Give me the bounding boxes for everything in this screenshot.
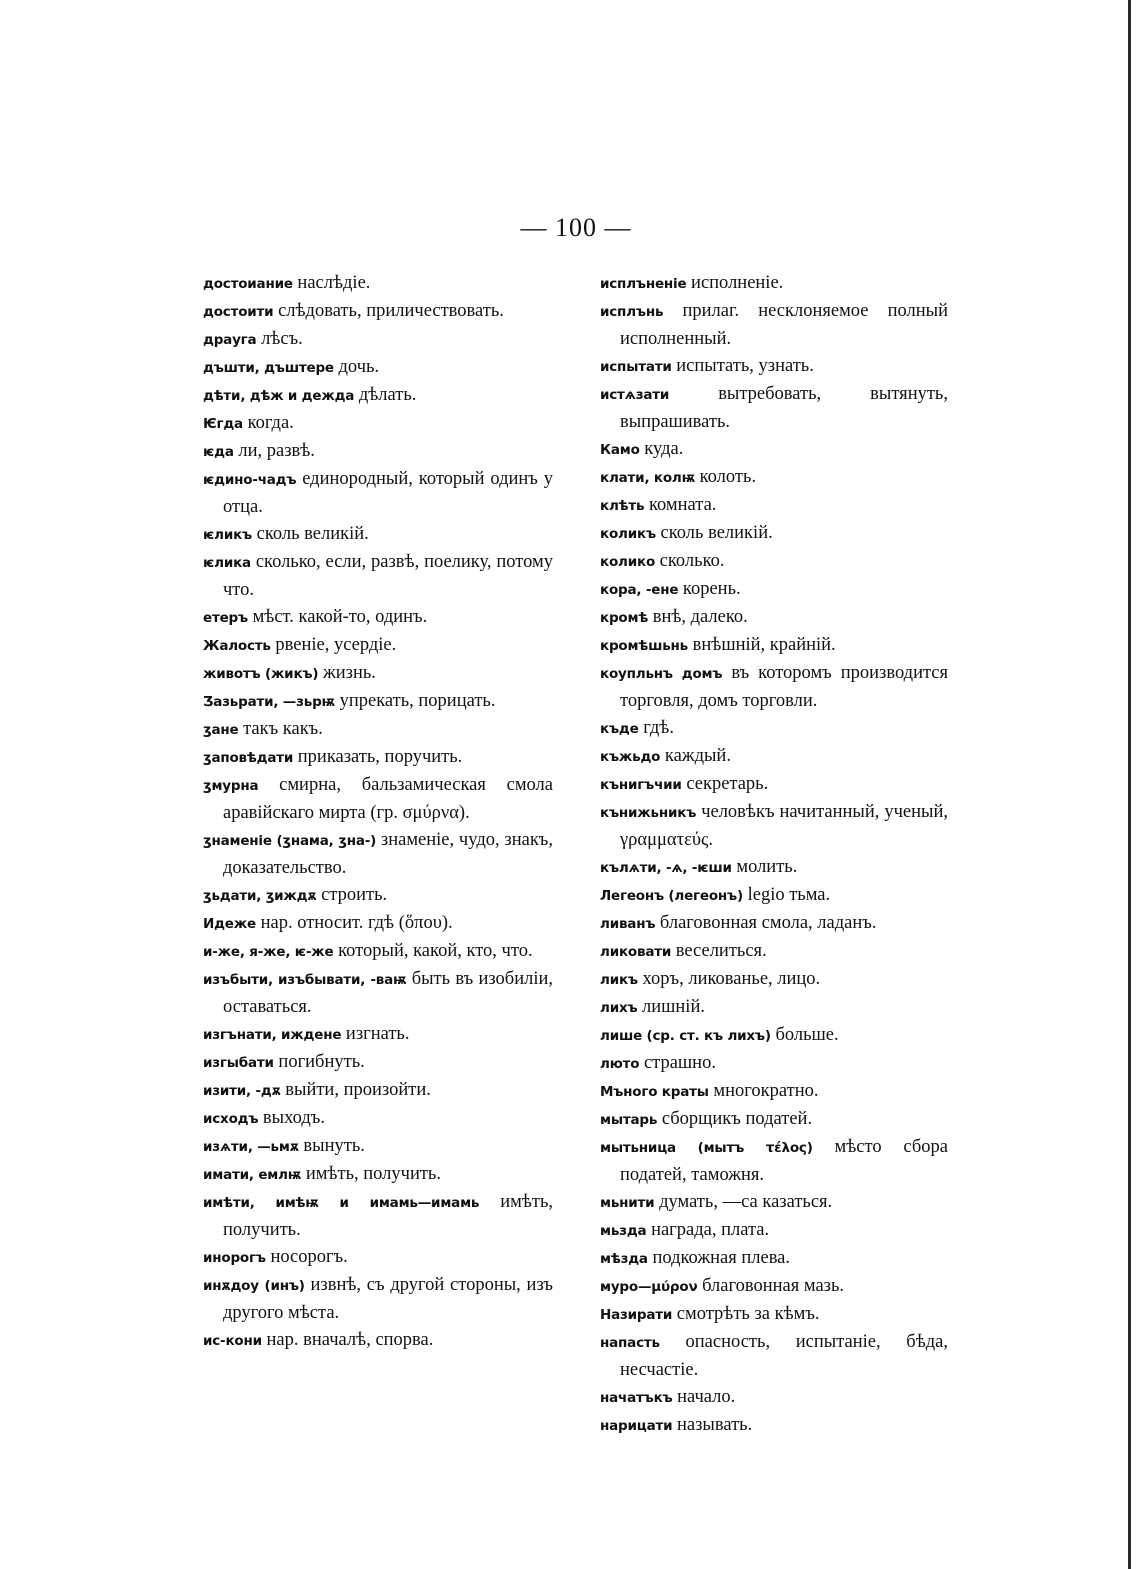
entry-definition: мѣст. какой-то, одинъ.	[252, 607, 428, 627]
entry-headword: изгънати, иждене	[203, 1027, 342, 1043]
entry-headword: и-же, я-же, ѥ-же	[203, 944, 334, 960]
entry-definition: благовонная мазь.	[702, 1276, 845, 1296]
entry-definition: слѣдовать, приличествовать.	[278, 301, 504, 321]
dictionary-entry	[600, 436, 948, 464]
entry-definition: рвеніе, усердіе.	[275, 635, 397, 655]
dictionary-entry	[203, 1105, 553, 1133]
dictionary-entry	[600, 1384, 948, 1412]
entry-headword: имати, емлѭ	[203, 1167, 302, 1183]
entry-definition: награда, плата.	[651, 1220, 770, 1240]
entry-definition: молить.	[736, 857, 798, 877]
dictionary-entry	[600, 1245, 948, 1273]
entry-definition: колоть.	[699, 467, 757, 487]
entry-definition: опасность, испытаніе, бѣда, несчастіе.	[620, 1332, 948, 1380]
entry-definition: упрекать, порицать.	[339, 691, 496, 711]
dictionary-entry	[203, 744, 553, 772]
entry-definition: сборщикъ податей.	[661, 1109, 813, 1129]
entry-definition: знаменіе, чудо, знакъ, доказательство.	[223, 830, 553, 878]
entry-headword: ʒмурна	[203, 778, 259, 794]
entry-headword: ливанъ	[600, 916, 656, 932]
dictionary-entry	[203, 716, 553, 744]
entry-headword: ѥликъ	[203, 527, 252, 543]
entry-headword: ис-кони	[203, 1333, 262, 1349]
dictionary-entry	[600, 743, 948, 771]
entry-definition: имѣть, получить.	[305, 1164, 441, 1184]
dictionary-entry	[203, 772, 553, 827]
dictionary-entry	[203, 1133, 553, 1161]
dictionary-entry	[600, 632, 948, 660]
dictionary-entry	[203, 521, 553, 549]
entry-definition: въ которомъ производится торговля, домъ торговли.	[620, 663, 949, 711]
entry-definition: быть въ изобиліи, оставаться.	[223, 969, 554, 1017]
entry-headword: ѥдино-чадъ	[203, 472, 297, 488]
entry-headword: кромѣшьнь	[600, 638, 689, 654]
entry-definition: выходъ.	[262, 1108, 325, 1128]
entry-headword: кънижьникъ	[600, 805, 697, 821]
entry-headword: мьзда	[600, 1223, 647, 1239]
entry-definition: благовонная смола, ладанъ.	[659, 913, 877, 933]
entry-definition: дочь.	[338, 357, 380, 377]
entry-headword: ʒьдати, ʒиждѫ	[203, 888, 317, 904]
page-number: — 100 —	[520, 213, 632, 242]
dictionary-entry	[203, 549, 553, 604]
dictionary-entry	[203, 604, 553, 632]
entry-definition: выйти, произойти.	[285, 1080, 431, 1100]
dictionary-entry	[203, 270, 553, 298]
dictionary-entry	[600, 1106, 948, 1134]
dictionary-entry	[203, 1244, 553, 1272]
entry-headword: Ʒазьрати, —зьрѭ	[203, 694, 335, 710]
entry-definition: нар. вначалѣ, спорва.	[266, 1330, 434, 1350]
dictionary-entry	[600, 604, 948, 632]
dictionary-entry	[600, 1412, 948, 1440]
entry-headword: клати, колѭ	[600, 470, 695, 486]
entry-definition: приказать, поручить.	[297, 747, 463, 767]
entry-definition: веселиться.	[675, 941, 767, 961]
entry-headword: кънигъчии	[600, 777, 682, 793]
entry-definition: строить.	[321, 885, 388, 905]
entry-definition: такъ какъ.	[243, 719, 323, 739]
dictionary-entry	[600, 1189, 948, 1217]
dictionary-entry	[203, 382, 553, 410]
dictionary-entry	[203, 1161, 553, 1189]
entry-headword: Камо	[600, 442, 640, 458]
dictionary-entry	[600, 492, 948, 520]
dictionary-entry	[600, 1134, 948, 1189]
entry-definition: носорогъ.	[270, 1247, 348, 1267]
entry-definition: больше.	[775, 1025, 839, 1045]
dictionary-entry	[203, 1021, 553, 1049]
entry-headword: начатъкъ	[600, 1390, 673, 1406]
dictionary-entry	[203, 438, 553, 466]
dictionary-entry	[600, 799, 948, 854]
entry-definition: лишній.	[642, 997, 705, 1017]
entry-definition: исполненіе.	[691, 273, 784, 293]
entry-definition: изгнать.	[345, 1024, 410, 1044]
dictionary-entry	[203, 1272, 553, 1327]
entry-definition: жизнь.	[322, 663, 376, 683]
dictionary-entry	[600, 1329, 948, 1384]
entry-headword: ликъ	[600, 972, 638, 988]
dictionary-entry	[203, 827, 553, 882]
entry-headword: ликовати	[600, 944, 672, 960]
entry-headword: достоити	[203, 304, 274, 320]
entry-headword: исплъненіе	[600, 276, 687, 292]
dictionary-entry	[203, 910, 553, 938]
entry-definition: секретарь.	[686, 774, 769, 794]
entry-headword: муро—μύρον	[600, 1279, 698, 1295]
entry-definition: смирна, бальзамическая смола аравійскаго мирта (гр. σμύρνα).	[223, 775, 554, 823]
left-column	[203, 270, 553, 1355]
dictionary-entry	[600, 994, 948, 1022]
dictionary-entry	[600, 1050, 948, 1078]
dictionary-entry	[600, 882, 948, 910]
entry-headword: исплънь	[600, 304, 664, 320]
dictionary-entry	[600, 548, 948, 576]
dictionary-entry	[600, 715, 948, 743]
dictionary-entry	[203, 466, 553, 521]
dictionary-entry	[600, 771, 948, 799]
entry-definition: извнѣ, съ другой стороны, изъ другого мѣста.	[223, 1275, 553, 1323]
entry-definition: вытребовать, вытянуть, выпрашивать.	[620, 384, 948, 432]
entry-definition: сколько.	[659, 551, 725, 571]
dictionary-entry	[600, 381, 948, 436]
dictionary-entry	[600, 1078, 948, 1106]
dictionary-entry	[600, 910, 948, 938]
entry-headword: ѥлика	[203, 555, 251, 571]
dictionary-entry	[600, 1022, 948, 1050]
dictionary-entry	[600, 1301, 948, 1329]
entry-headword: драуга	[203, 332, 257, 348]
dictionary-entry	[203, 688, 553, 716]
entry-definition: внѣшній, крайній.	[692, 635, 836, 655]
entry-headword: Жалость	[203, 638, 271, 654]
entry-definition: legio тьма.	[747, 885, 831, 905]
entry-headword: кромѣ	[600, 610, 649, 626]
dictionary-entry	[600, 298, 948, 353]
entry-definition: мѣсто сбора податей, таможня.	[620, 1137, 948, 1185]
dictionary-entry	[203, 354, 553, 382]
entry-headword: етеръ	[203, 610, 248, 626]
entry-definition: внѣ, далеко.	[652, 607, 748, 627]
entry-headword: изити, -дѫ	[203, 1083, 281, 1099]
entry-definition: гдѣ.	[643, 718, 674, 738]
entry-definition: корень.	[682, 579, 741, 599]
entry-headword: Легеонъ (легеонъ)	[600, 888, 743, 904]
dictionary-entry	[203, 410, 553, 438]
dictionary-entry	[600, 353, 948, 381]
right-column	[600, 270, 948, 1440]
entry-definition: смотрѣть за кѣмъ.	[676, 1304, 820, 1324]
entry-headword: исходъ	[203, 1111, 259, 1127]
entry-definition: когда.	[247, 413, 294, 433]
entry-headword: мьнити	[600, 1195, 655, 1211]
entry-headword: изъбыти, изъбывати, -ваѭ	[203, 972, 407, 988]
entry-headword: коликъ	[600, 526, 656, 542]
entry-headword: дѣти, дѣж и дежда	[203, 388, 355, 404]
dictionary-entry	[600, 270, 948, 298]
entry-headword: имѣти, имѣѭ и имамь—имамь	[203, 1195, 480, 1211]
dictionary-entry	[600, 520, 948, 548]
entry-definition: наслѣдіе.	[297, 273, 371, 293]
entry-definition: дѣлать.	[358, 385, 417, 405]
entry-headword: ѥда	[203, 444, 234, 460]
entry-definition: человѣкъ начитанный, ученый, γραμματεύς.	[620, 802, 949, 850]
entry-definition: комната.	[648, 495, 717, 515]
dictionary-entry	[203, 326, 553, 354]
entry-headword: напасть	[600, 1335, 660, 1351]
entry-definition: лѣсъ.	[261, 329, 303, 349]
entry-headword: изѧти, —ьмѫ	[203, 1139, 299, 1155]
entry-headword: кора, -ене	[600, 582, 679, 598]
dictionary-entry	[203, 938, 553, 966]
dictionary-entry	[600, 1217, 948, 1245]
dictionary-entry	[600, 854, 948, 882]
entry-headword: испытати	[600, 359, 672, 375]
entry-headword: къжьдо	[600, 749, 661, 765]
dictionary-entry	[600, 660, 948, 715]
entry-definition: сколько, если, развѣ, поелику, потому что.	[223, 552, 553, 600]
entry-headword: клѣть	[600, 498, 645, 514]
entry-headword: Ѥгда	[203, 416, 243, 432]
entry-headword: ʒане	[203, 722, 239, 738]
dictionary-entry	[600, 464, 948, 492]
entry-headword: люто	[600, 1056, 640, 1072]
entry-headword: Идеже	[203, 916, 256, 932]
dictionary-entry	[203, 1327, 553, 1355]
entry-definition: испытать, узнать.	[676, 356, 814, 376]
dictionary-entry	[203, 298, 553, 326]
dictionary-entry	[203, 660, 553, 688]
entry-headword: мѣзда	[600, 1251, 648, 1267]
entry-headword: нарицати	[600, 1418, 673, 1434]
entry-definition: каждый.	[664, 746, 731, 766]
dictionary-entry	[203, 632, 553, 660]
entry-headword: мытьница (мытъ τέλος)	[600, 1140, 813, 1156]
entry-definition: сколь великій.	[660, 523, 773, 543]
entry-definition: многократно.	[713, 1081, 819, 1101]
entry-headword: къде	[600, 721, 639, 737]
dictionary-entry	[203, 1049, 553, 1077]
dictionary-entry	[600, 576, 948, 604]
entry-definition: нар. относит. гдѣ (ὅπου).	[260, 913, 453, 933]
entry-headword: мытарь	[600, 1112, 658, 1128]
entry-headword: животъ (жикъ)	[203, 666, 319, 682]
entry-definition: вынуть.	[303, 1136, 365, 1156]
entry-headword: коупльнъ домъ	[600, 666, 723, 682]
entry-definition: начало.	[677, 1387, 736, 1407]
entry-headword: инѫдоу (инъ)	[203, 1278, 305, 1294]
entry-definition: который, какой, кто, что.	[338, 941, 533, 961]
entry-headword: кълѧти, -ѧ, -ѥши	[600, 860, 732, 876]
entry-definition: погибнуть.	[278, 1052, 365, 1072]
entry-headword: лише (ср. ст. къ лихъ)	[600, 1028, 771, 1044]
entry-definition: куда.	[644, 439, 684, 459]
dictionary-entry	[600, 966, 948, 994]
entry-headword: колико	[600, 554, 656, 570]
entry-headword: инорогъ	[203, 1250, 266, 1266]
entry-definition: имѣть, получить.	[223, 1192, 554, 1240]
entry-headword: дъшти, дъштере	[203, 360, 334, 376]
dictionary-entry	[600, 1273, 948, 1301]
entry-definition: хоръ, ликованье, лицо.	[642, 969, 821, 989]
entry-headword: лихъ	[600, 1000, 638, 1016]
dictionary-entry	[203, 966, 553, 1021]
entry-definition: сколь великій.	[256, 524, 369, 544]
entry-headword: достоиание	[203, 276, 293, 292]
entry-headword: Назирати	[600, 1307, 673, 1323]
entry-headword: ʒаповѣдати	[203, 750, 294, 766]
dictionary-entry	[203, 1189, 553, 1244]
entry-definition: страшно.	[643, 1053, 716, 1073]
entry-headword: изгыбати	[203, 1055, 274, 1071]
entry-headword: Мъного краты	[600, 1084, 709, 1100]
entry-definition: подкожная плева.	[652, 1248, 791, 1268]
dictionary-entry	[600, 938, 948, 966]
entry-definition: единородный, который одинъ у отца.	[223, 469, 554, 517]
dictionary-entry	[203, 882, 553, 910]
entry-headword: ʒнаменіе (ʒнама, ʒна-)	[203, 833, 377, 849]
entry-definition: думать, —са казаться.	[659, 1192, 833, 1212]
entry-definition: прилаг. несклоняемое полный исполненный.	[620, 301, 949, 349]
entry-headword: истѧзати	[600, 387, 670, 403]
entry-definition: называть.	[677, 1415, 753, 1435]
dictionary-entry	[203, 1077, 553, 1105]
entry-definition: ли, развѣ.	[238, 441, 315, 461]
